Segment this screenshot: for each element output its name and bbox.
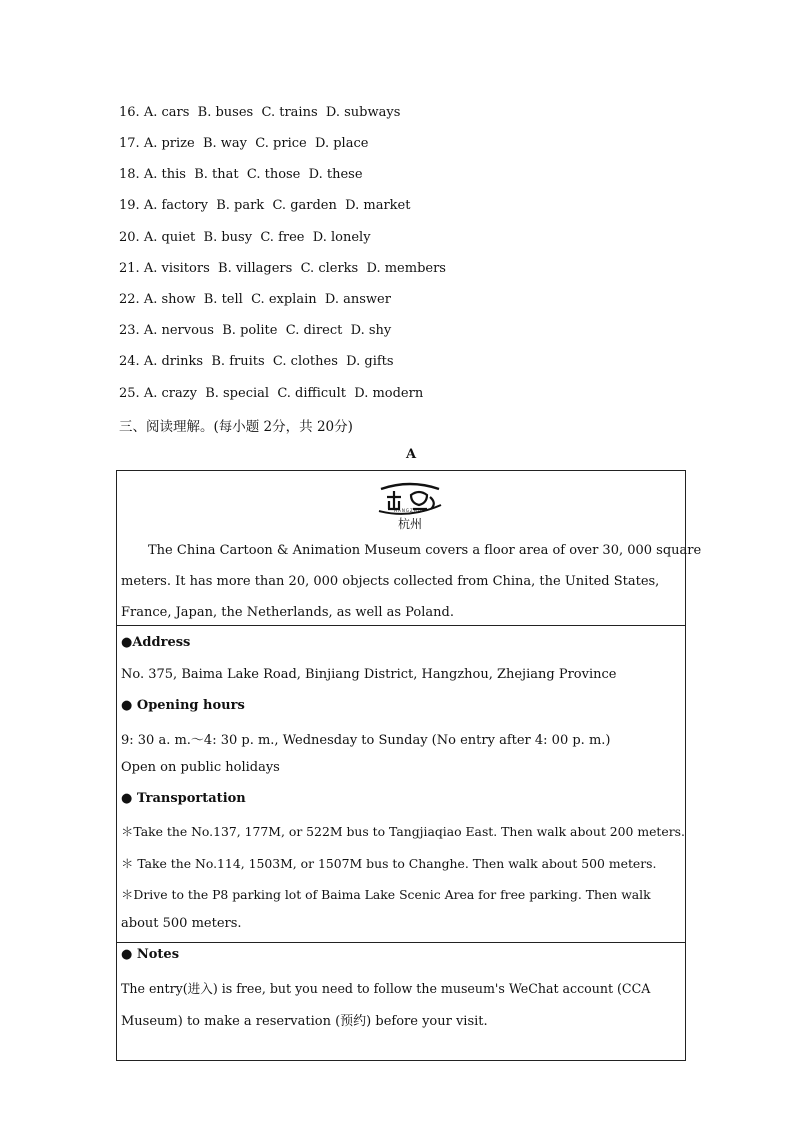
option-c: C. direct (285, 323, 343, 338)
option-a: A. crazy (143, 386, 197, 401)
question-23 (119, 323, 391, 338)
question-number: 22. (119, 292, 140, 307)
question-number: 23. (119, 323, 140, 338)
question-20 (119, 230, 371, 245)
option-d: D. these (308, 167, 363, 182)
option-c: C. explain (251, 292, 317, 307)
hours-heading: ● Opening hours (121, 698, 245, 713)
option-a: A. show (143, 292, 196, 307)
option-a: A. prize (143, 136, 195, 151)
question-number: 20. (119, 230, 140, 245)
option-a: A. visitors (143, 261, 210, 276)
transport-item-1: ＊Take the No.137, 177M, or 522M bus to Tangjiaqiao East. Then walk about 200 meters. (121, 824, 685, 839)
question-number: 18. (119, 167, 140, 182)
option-a: A. nervous (143, 323, 214, 338)
option-a: A. cars (143, 105, 190, 120)
intro-line-3: France, Japan, the Netherlands, as well as Poland. (121, 605, 454, 620)
option-d: D. answer (324, 292, 391, 307)
option-d: D. subways (325, 105, 401, 120)
question-number: 17. (119, 136, 140, 151)
bullet-icon: ● (121, 791, 133, 806)
passage-label: A (405, 447, 417, 462)
question-22 (119, 292, 391, 307)
hangzhou-logo (375, 475, 445, 533)
option-d: D. modern (354, 386, 424, 401)
transport-item-3: ＊Drive to the P8 parking lot of Baima Lake Scenic Area for free parking. Then walk (121, 887, 651, 902)
question-21 (119, 261, 446, 276)
notes-line-2: Museum) to make a reservation (预约) before your visit. (121, 1014, 488, 1029)
option-c: C. trains (261, 105, 318, 120)
question-number: 25. (119, 386, 140, 401)
question-number: 16. (119, 105, 140, 120)
question-24 (119, 354, 394, 369)
hours-line-2: Open on public holidays (121, 760, 280, 775)
option-b: B. busy (203, 230, 253, 245)
option-d: D. shy (350, 323, 392, 338)
logo-chinese-text: 杭州 (397, 517, 422, 531)
option-c: C. price (255, 136, 307, 151)
option-b: B. park (216, 198, 265, 213)
bullet-icon: ● (121, 698, 133, 713)
option-c: C. garden (272, 198, 337, 213)
transport-item-2: ＊ Take the No.114, 1503M, or 1507M bus to Changhe. Then walk about 500 meters. (121, 856, 657, 871)
question-17 (119, 136, 368, 151)
hours-line-1: 9: 30 a. m.～4: 30 p. m., Wednesday to Sunday (No entry after 4: 00 p. m.) (121, 733, 611, 748)
option-c: C. those (246, 167, 301, 182)
option-a: A. factory (143, 198, 208, 213)
option-b: B. special (205, 386, 270, 401)
option-b: B. that (194, 167, 239, 182)
transport-heading: ● Transportation (121, 791, 246, 806)
option-c: C. free (260, 230, 305, 245)
address-text: No. 375, Baima Lake Road, Binjiang District, Hangzhou, Zhejiang Province (121, 667, 617, 682)
option-a: A. quiet (143, 230, 196, 245)
intro-line-2: meters. It has more than 20, 000 objects collected from China, the United States, (121, 574, 660, 589)
question-number: 21. (119, 261, 140, 276)
notes-cell (116, 942, 686, 1061)
question-number: 24. (119, 354, 140, 369)
intro-cell (116, 470, 702, 625)
details-cell (116, 625, 686, 942)
question-19 (119, 198, 410, 213)
bullet-icon: ● (121, 947, 133, 962)
notes-line-1: The entry(进入) is free, but you need to follow the museum's WeChat account (CCA (121, 981, 651, 996)
intro-line-1: The China Cartoon & Animation Museum covers a floor area of over 30, 000 square (148, 543, 702, 558)
option-d: D. lonely (312, 230, 371, 245)
question-16 (119, 105, 400, 120)
option-d: D. gifts (346, 354, 394, 369)
option-c: C. difficult (277, 386, 346, 401)
option-b: B. fruits (211, 354, 265, 369)
option-b: B. villagers (218, 261, 293, 276)
option-d: D. market (345, 198, 411, 213)
transport-item-3-cont: about 500 meters. (121, 916, 242, 931)
option-b: B. polite (222, 323, 278, 338)
address-heading: ●Address (121, 635, 191, 650)
section-heading: 三、阅读理解。(每小题 2分，共 20分) (119, 419, 353, 435)
option-d: D. place (314, 136, 369, 151)
logo-subtext: HANGZHOU (394, 508, 426, 513)
option-c: C. clerks (300, 261, 359, 276)
option-b: B. buses (197, 105, 254, 120)
notes-heading: ● Notes (121, 947, 180, 962)
option-d: D. members (366, 261, 446, 276)
option-c: C. clothes (272, 354, 338, 369)
option-a: A. drinks (143, 354, 204, 369)
bullet-icon: ● (121, 635, 133, 650)
option-a: A. this (143, 167, 186, 182)
question-25 (119, 386, 423, 401)
question-18 (119, 167, 363, 182)
option-b: B. tell (203, 292, 243, 307)
question-number: 19. (119, 198, 140, 213)
option-b: B. way (202, 136, 248, 151)
